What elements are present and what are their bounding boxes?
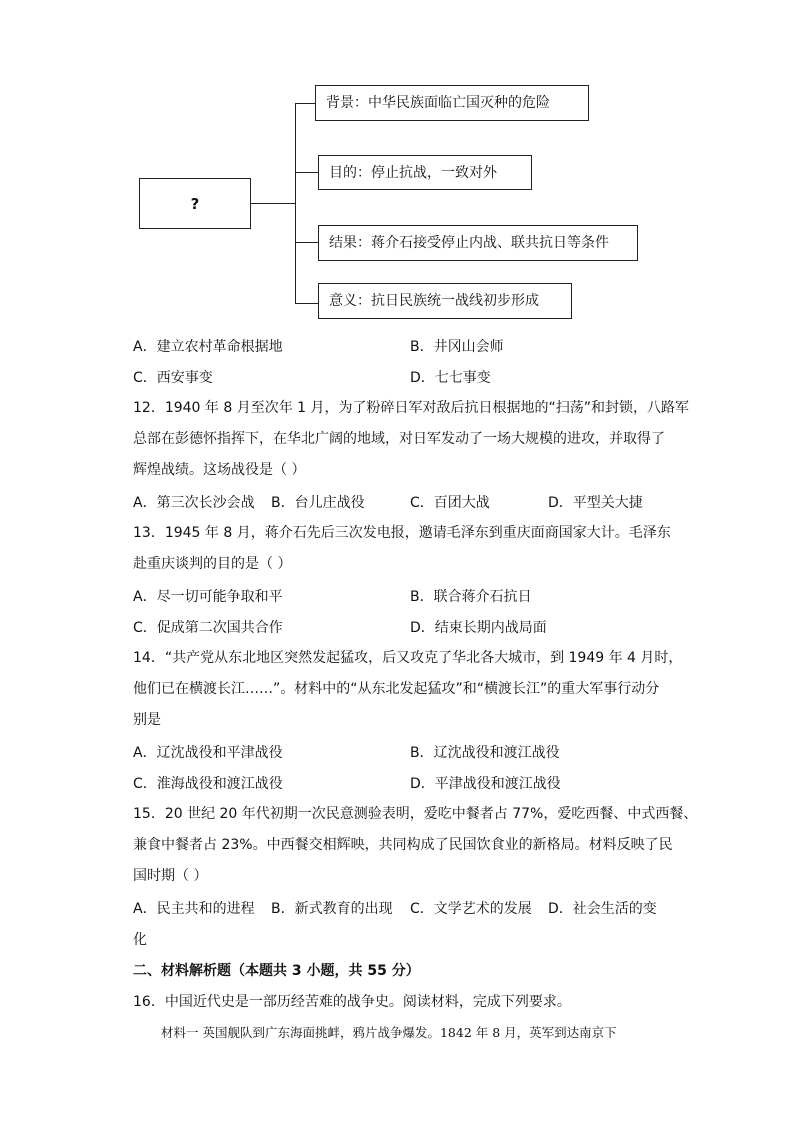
section-2-title: 二、材料解析题（本题共 3 小题，共 55 分） <box>133 963 420 979</box>
q16-material-1: 材料一 英国舰队到广东海面挑衅，鸦片战争爆发。1842 年 8 月，英军到达南京下 <box>161 1025 617 1040</box>
q11-option-a: A．建立农村革命根据地 <box>133 339 283 355</box>
q12-line-1: 12．1940 年 8 月至次年 1 月，为了粉碎日军对敌后抗日根据地的“扫荡”和封锁，八路军 <box>133 400 690 416</box>
q15-line-1: 15．20 世纪 20 年代初期一次民意测验表明，爱吃中餐者占 77%，爱吃西餐、中式西餐、 <box>133 806 698 822</box>
q12-option-d: D．平型关大捷 <box>548 495 643 511</box>
diagram-branch-significance <box>318 283 572 319</box>
diagram-branch-background <box>315 85 589 121</box>
q15-option-a: A．民主共和的进程 <box>133 901 255 917</box>
diagram-branch-result <box>318 225 638 261</box>
q15-option-b: B．新式教育的出现 <box>271 901 393 917</box>
diagram-center-label: ? <box>190 194 200 213</box>
q13-line-1: 13．1945 年 8 月，蒋介石先后三次发电报，邀请毛泽东到重庆面商国家大计。毛泽东 <box>133 525 671 541</box>
q15-stem <box>133 799 698 892</box>
q14-option-a: A．辽沈战役和平津战役 <box>133 745 283 761</box>
q13-line-2: 赴重庆谈判的目的是（ ） <box>133 556 292 572</box>
q14-option-b: B．辽沈战役和渡江战役 <box>410 745 560 761</box>
q13-option-b: B．联合蒋介石抗日 <box>410 589 532 605</box>
connector-branch-3 <box>295 242 318 243</box>
connector-branch-1 <box>295 103 315 104</box>
q13-option-a: A．尽一切可能争取和平 <box>133 589 283 605</box>
branch-text: 背景：中华民族面临亡国灭种的危险 <box>326 95 550 111</box>
q14-line-2: 他们已在横渡长江……”。材料中的“从东北发起猛攻”和“横渡长江”的重大军事行动分 <box>133 681 660 697</box>
q14-option-d: D．平津战役和渡江战役 <box>410 776 561 792</box>
q16-stem: 16．中国近代史是一部历经苦难的战争史。阅读材料，完成下列要求。 <box>133 994 571 1010</box>
branch-text: 结果：蒋介石接受停止内战、联共抗日等条件 <box>329 235 609 251</box>
q14-line-3: 别是 <box>133 712 161 728</box>
q12-option-c: C．百团大战 <box>410 495 490 511</box>
q11-option-d: D．七七事变 <box>410 370 491 386</box>
diagram-center-box <box>139 178 251 229</box>
q13-stem <box>133 518 671 580</box>
q15-option-d-wrap: 化 <box>133 932 147 948</box>
q15-option-c: C．文学艺术的发展 <box>410 901 532 917</box>
q12-option-b: B．台儿庄战役 <box>271 495 365 511</box>
q14-line-1: 14．“共产党从东北地区突然发起猛攻，后又攻克了华北各大城市，到 1949 年 4 月时， <box>133 650 683 666</box>
connector-vertical <box>295 103 296 304</box>
diagram-branch-purpose <box>318 155 532 190</box>
connector-branch-4 <box>295 303 318 304</box>
branch-text: 目的：停止抗战，一致对外 <box>329 164 497 181</box>
q12-line-3: 辉煌战绩。这场战役是（ ） <box>133 462 306 478</box>
q12-option-a: A．第三次长沙会战 <box>133 495 255 511</box>
q15-line-3: 国时期（ ） <box>133 868 208 884</box>
branch-text: 意义：抗日民族统一战线初步形成 <box>329 293 539 309</box>
q11-option-b: B．井冈山会师 <box>410 339 504 355</box>
q12-stem <box>133 393 690 486</box>
connector-horizontal <box>251 203 296 204</box>
q13-option-c: C．促成第二次国共合作 <box>133 620 283 636</box>
q12-line-2: 总部在彭德怀指挥下，在华北广阔的地域，对日军发动了一场大规模的进攻，并取得了 <box>133 431 665 447</box>
q14-stem <box>133 643 683 736</box>
connector-branch-2 <box>295 172 318 173</box>
q15-line-2: 兼食中餐者占 23%。中西餐交相辉映，共同构成了民国饮食业的新格局。材料反映了民 <box>133 837 673 853</box>
q11-option-c: C．西安事变 <box>133 370 213 386</box>
q13-option-d: D．结束长期内战局面 <box>410 620 547 636</box>
q14-option-c: C．淮海战役和渡江战役 <box>133 776 283 792</box>
q15-option-d: D．社会生活的变 <box>548 901 657 917</box>
